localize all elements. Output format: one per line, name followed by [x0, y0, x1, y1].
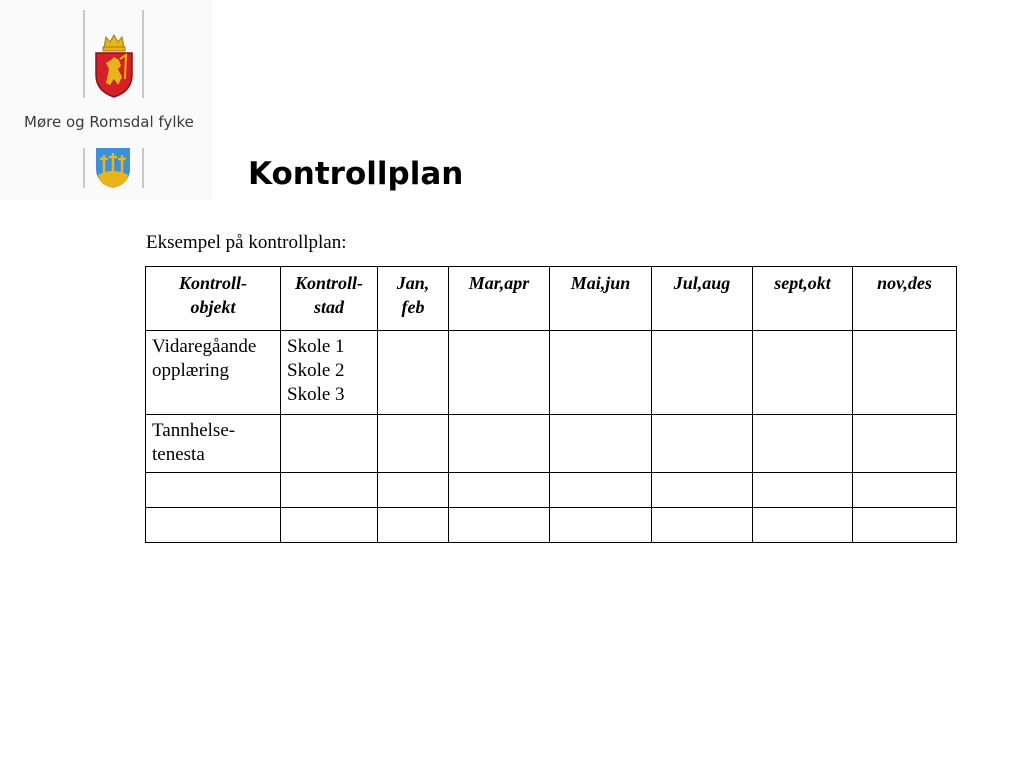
cell-stad[interactable]: Skole 1 Skole 2 Skole 3 [281, 331, 378, 415]
table-caption: Eksempel på kontrollplan: [146, 232, 347, 253]
cell-jan-feb[interactable] [378, 508, 449, 543]
cell-sept-okt[interactable] [753, 415, 853, 473]
control-plan-table [145, 266, 957, 543]
cell-mar-apr[interactable] [449, 508, 550, 543]
cell-stad[interactable] [281, 473, 378, 508]
header-kontrollstad: Kontroll- stad [281, 267, 378, 331]
header-jan-feb: Jan, feb [378, 267, 449, 331]
cell-mai-jun[interactable] [550, 473, 652, 508]
cell-nov-des[interactable] [853, 331, 957, 415]
cell-objekt[interactable]: Vidaregåande opplæring [146, 331, 281, 415]
cell-jul-aug[interactable] [652, 508, 753, 543]
cell-objekt[interactable] [146, 508, 281, 543]
table-row [146, 331, 957, 415]
cell-nov-des[interactable] [853, 473, 957, 508]
header-sept-okt: sept,okt [753, 267, 853, 331]
table-row [146, 508, 957, 543]
header-jul-aug: Jul,aug [652, 267, 753, 331]
cell-jul-aug[interactable] [652, 415, 753, 473]
logo-divider-right [142, 10, 144, 98]
header-kontrollobjekt: Kontroll- objekt [146, 267, 281, 331]
cell-nov-des[interactable] [853, 508, 957, 543]
cell-jan-feb[interactable] [378, 331, 449, 415]
cell-sept-okt[interactable] [753, 508, 853, 543]
logo-divider-left-lower [83, 148, 85, 188]
cell-jul-aug[interactable] [652, 331, 753, 415]
cell-mar-apr[interactable] [449, 473, 550, 508]
header-mai-jun: Mai,jun [550, 267, 652, 331]
cell-objekt[interactable] [146, 473, 281, 508]
table-row [146, 473, 957, 508]
cell-jan-feb[interactable] [378, 415, 449, 473]
cell-mai-jun[interactable] [550, 331, 652, 415]
logo-divider-left [83, 10, 85, 98]
cell-mai-jun[interactable] [550, 508, 652, 543]
cell-sept-okt[interactable] [753, 473, 853, 508]
cell-jul-aug[interactable] [652, 473, 753, 508]
norway-coat-of-arms-icon [92, 33, 136, 99]
header-mar-apr: Mar,apr [449, 267, 550, 331]
table-row [146, 415, 957, 473]
table-header-row [146, 267, 957, 331]
cell-jan-feb[interactable] [378, 473, 449, 508]
cell-nov-des[interactable] [853, 415, 957, 473]
logo-divider-right-lower [142, 148, 144, 188]
cell-objekt[interactable]: Tannhelse- tenesta [146, 415, 281, 473]
cell-mar-apr[interactable] [449, 331, 550, 415]
cell-mai-jun[interactable] [550, 415, 652, 473]
organization-name: Møre og Romsdal fylke [24, 113, 194, 131]
logo-panel [0, 0, 212, 200]
header-nov-des: nov,des [853, 267, 957, 331]
cell-stad[interactable] [281, 415, 378, 473]
cell-stad[interactable] [281, 508, 378, 543]
county-coat-of-arms-icon [95, 147, 131, 189]
cell-mar-apr[interactable] [449, 415, 550, 473]
cell-sept-okt[interactable] [753, 331, 853, 415]
page-title: Kontrollplan [248, 156, 464, 192]
